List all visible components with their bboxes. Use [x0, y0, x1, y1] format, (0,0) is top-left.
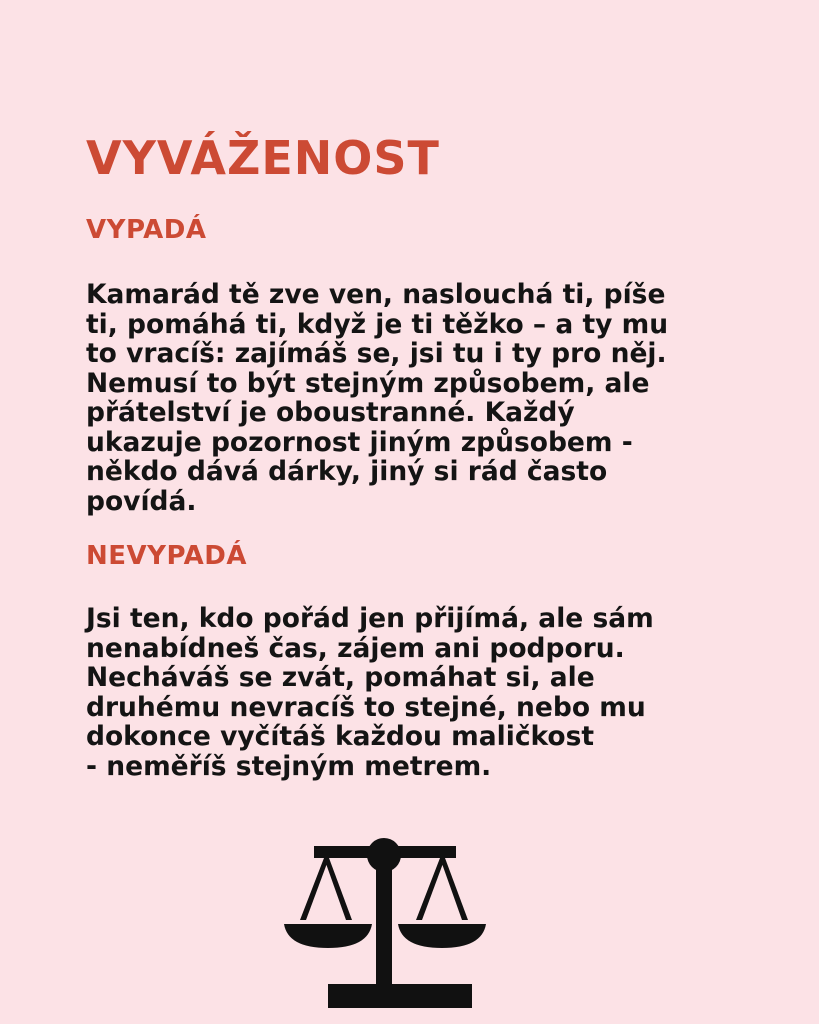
section-text-vypada	[86, 280, 726, 516]
text-line: Jsi ten, kdo pořád jen přijímá, ale sám	[86, 603, 654, 634]
text-line: Nemusí to být stejným způsobem, ale	[86, 367, 650, 399]
text-line: ukazuje pozornost jiným způsobem -	[86, 426, 633, 458]
text-line: druhému nevracíš to stejné, nebo mu	[86, 691, 646, 723]
text-line: - neměříš stejným metrem.	[86, 750, 492, 782]
section-text-nevypada	[86, 604, 726, 781]
text-line: Necháváš se zvát, pomáhat si, ale	[86, 662, 595, 693]
text-line: přátelství je oboustranné. Každý	[86, 397, 575, 428]
text-line: nenabídneš čas, zájem ani podporu.	[86, 632, 625, 664]
balance-scale-icon	[280, 834, 490, 1014]
text-line: Kamarád tě zve ven, naslouchá ti, píše	[86, 279, 666, 310]
text-line: to vracíš: zajímáš se, jsi tu i ty pro něj.	[86, 338, 667, 369]
section-heading-vypada: VYPADÁ	[86, 215, 207, 245]
page-title: VYVÁŽENOST	[86, 131, 440, 185]
text-line: povídá.	[86, 485, 197, 517]
section-heading-nevypada: NEVYPADÁ	[86, 541, 247, 571]
text-line: někdo dává dárky, jiný si rád často	[86, 456, 608, 487]
text-line: dokonce vyčítáš každou maličkost	[86, 721, 595, 752]
text-line: ti, pomáhá ti, když je ti těžko – a ty mu	[86, 308, 669, 340]
